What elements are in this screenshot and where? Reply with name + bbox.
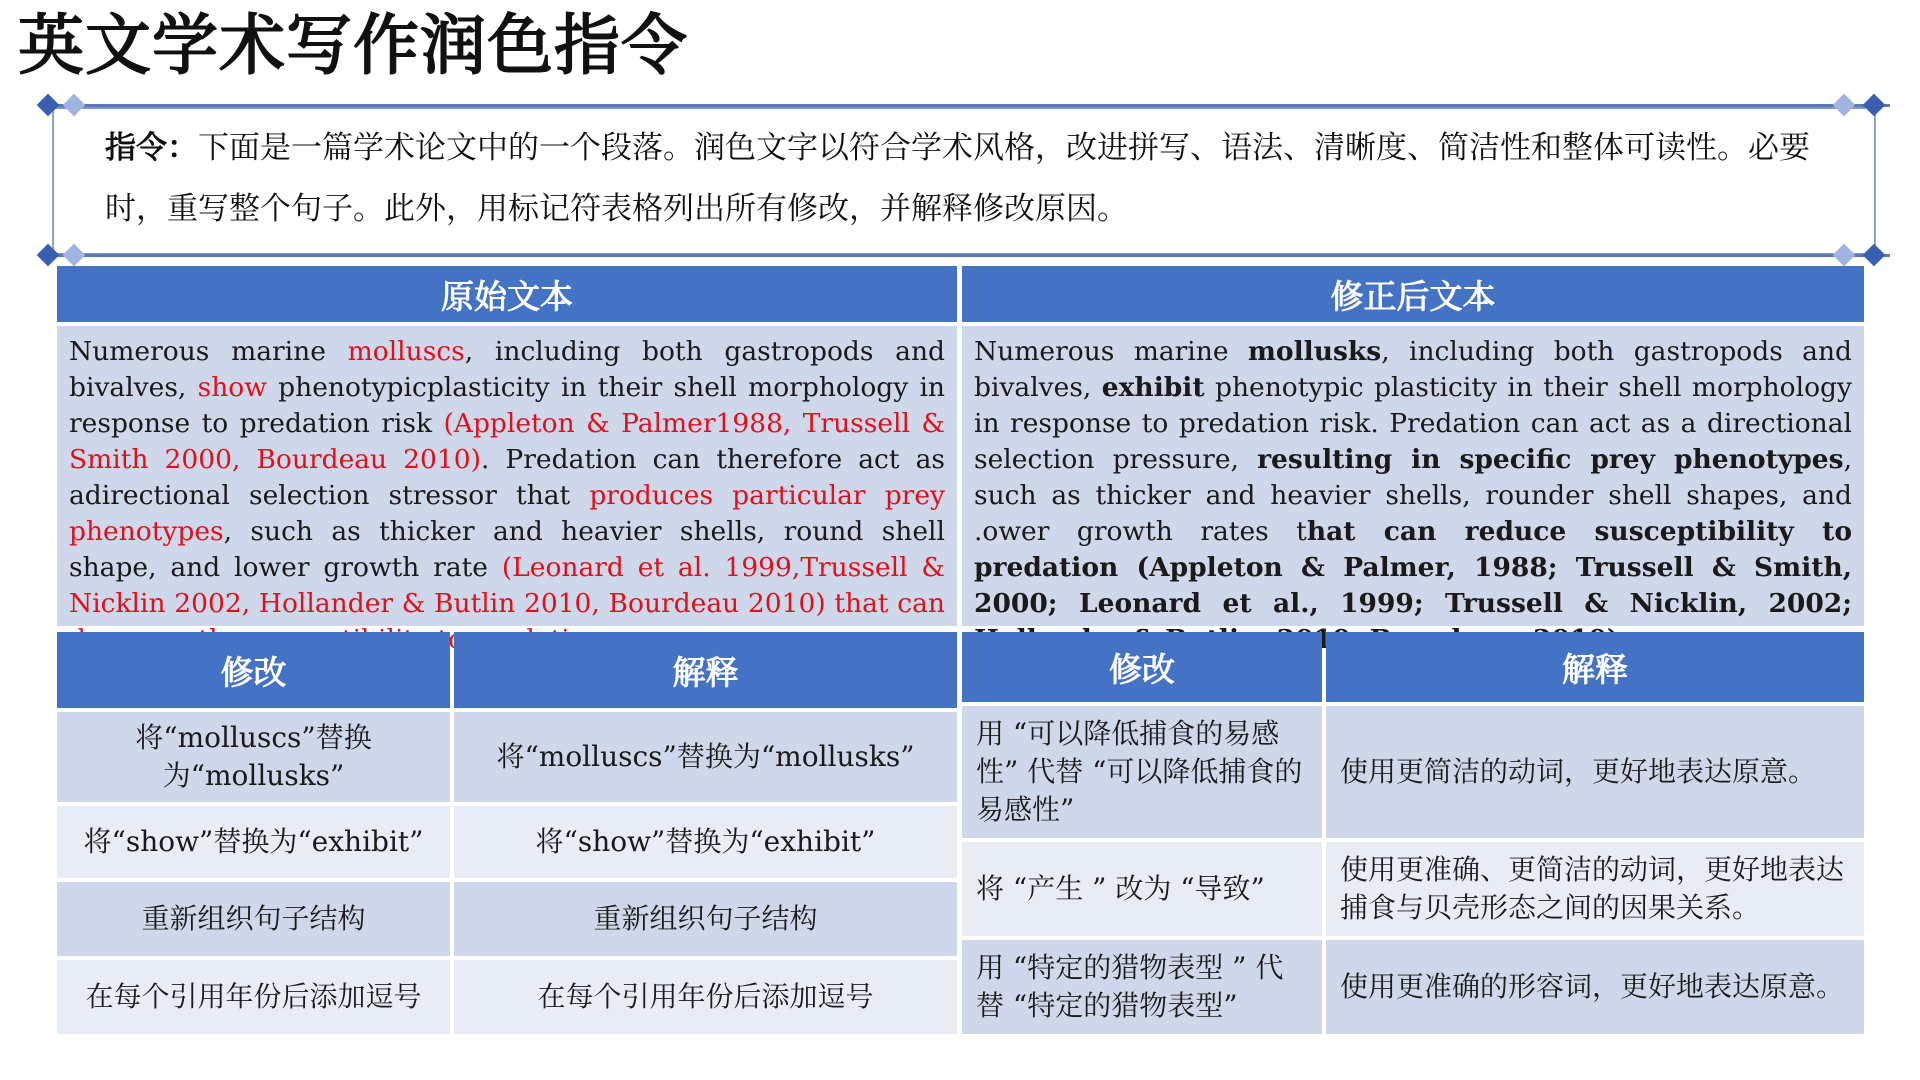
original-segment: . Predation can therefore act as adirectional selection stressor that xyxy=(69,444,945,511)
original-segment: , such as thicker and heavier shells, round shell shape, and lower growth rate xyxy=(69,516,945,583)
left-table-row-4-change: 在每个引用年份后添加逗号 xyxy=(57,960,450,1034)
instruction-body: 下面是一篇学术论文中的一个段落。润色文字以符合学术风格，改进拼写、语法、清晰度、简洁性和整体可读性。必要时，重写整个句子。此外，用标记符表格列出所有修改，并解释修改原因。 xyxy=(105,130,1810,227)
original-segment: (Appleton & Palmer1988, Trussell & Smith 2000, Bourdeau 2010) xyxy=(69,408,945,475)
original-segment: (Leonard et al. 1999,Trussell & Nicklin 2002, Hollander & Butlin 2010, Bourdeau 2010) that can to xyxy=(69,552,945,655)
left-table-row-2-explanation: 将“show”替换为“exhibit” xyxy=(454,806,957,878)
original-segment: produces particular prey phenotypes xyxy=(69,480,945,547)
original-paragraph xyxy=(57,334,957,658)
right-table-row-3-explanation: 使用更准确的形容词，更好地表达原意。 xyxy=(1326,940,1864,1034)
left-table-row-2-change: 将“show”替换为“exhibit” xyxy=(57,806,450,878)
instruction-text xyxy=(105,118,1865,240)
left-table-row-1-change: 将“molluscs”替换为“mollusks” xyxy=(57,712,450,802)
left-table-row-3-change: 重新组织句子结构 xyxy=(57,882,450,956)
left-table-header-explanation: 解释 xyxy=(454,632,957,708)
revised-text-cell xyxy=(962,326,1864,626)
left-table-row-3-explanation: 重新组织句子结构 xyxy=(454,882,957,956)
revised-segment: , such as thicker and heavier shells, rounder shell shapes, and .ower growth rates t xyxy=(974,444,1852,547)
original-segment: show xyxy=(197,372,267,403)
revised-segment: Numerous marine xyxy=(974,336,1248,367)
right-table-row-2-change: 将 “产生 ” 改为 “导致” xyxy=(962,842,1322,936)
instruction-label: 指令： xyxy=(105,130,198,166)
left-table-row-1-explanation: 将“molluscs”替换为“mollusks” xyxy=(454,712,957,802)
page-title: 英文学术写作润色指令 xyxy=(18,7,688,84)
revised-segment: phenotypic plasticity in their shell morphology in response to predation risk. Predation can act as a directional selection pressure, xyxy=(974,372,1852,475)
revised-paragraph xyxy=(962,334,1864,658)
original-segment: phenotypicplasticity in their shell morphology in response to predation risk xyxy=(69,372,945,439)
top-rule xyxy=(40,104,1890,107)
revised-segment: hat can reduce susceptibility to predation (Appleton & Palmer, 1988; Trussell & Smith, 2000; Leonard et al., 1999; Trussell & Nicklin, 2002; xyxy=(974,516,1852,619)
revised-segment: , including both gastropods and bivalves, xyxy=(974,336,1852,403)
original-segment: , including both gastropods and bivalves, xyxy=(69,336,946,403)
original-segment: Numerous marine xyxy=(69,336,348,367)
revised-text-header: 修正后文本 xyxy=(962,266,1864,322)
revised-segment: exhibit xyxy=(1101,372,1205,403)
right-table-header-explanation: 解释 xyxy=(1326,632,1864,702)
original-text-cell xyxy=(57,326,957,655)
original-text-header: 原始文本 xyxy=(57,266,957,322)
right-table-row-1-change: 用 “可以降低捕食的易感性” 代替 “可以降低捕食的易感性” xyxy=(962,706,1322,838)
left-table-row-4-explanation: 在每个引用年份后添加逗号 xyxy=(454,960,957,1034)
bottom-rule xyxy=(40,254,1890,257)
right-table-row-3-change: 用 “特定的猎物表型 ” 代替 “特定的猎物表型” xyxy=(962,940,1322,1034)
right-table-header-change: 修改 xyxy=(962,632,1322,702)
left-table-header-change: 修改 xyxy=(57,632,450,708)
revised-segment: mollusks xyxy=(1247,336,1382,367)
right-table-row-2-explanation: 使用更准确、更简洁的动词，更好地表达捕食与贝壳形态之间的因果关系。 xyxy=(1326,842,1864,936)
revised-segment: resulting in specific prey phenotypes xyxy=(1257,444,1844,475)
right-table-row-1-explanation: 使用更简洁的动词，更好地表达原意。 xyxy=(1326,706,1864,838)
original-segment: molluscs xyxy=(347,336,465,367)
